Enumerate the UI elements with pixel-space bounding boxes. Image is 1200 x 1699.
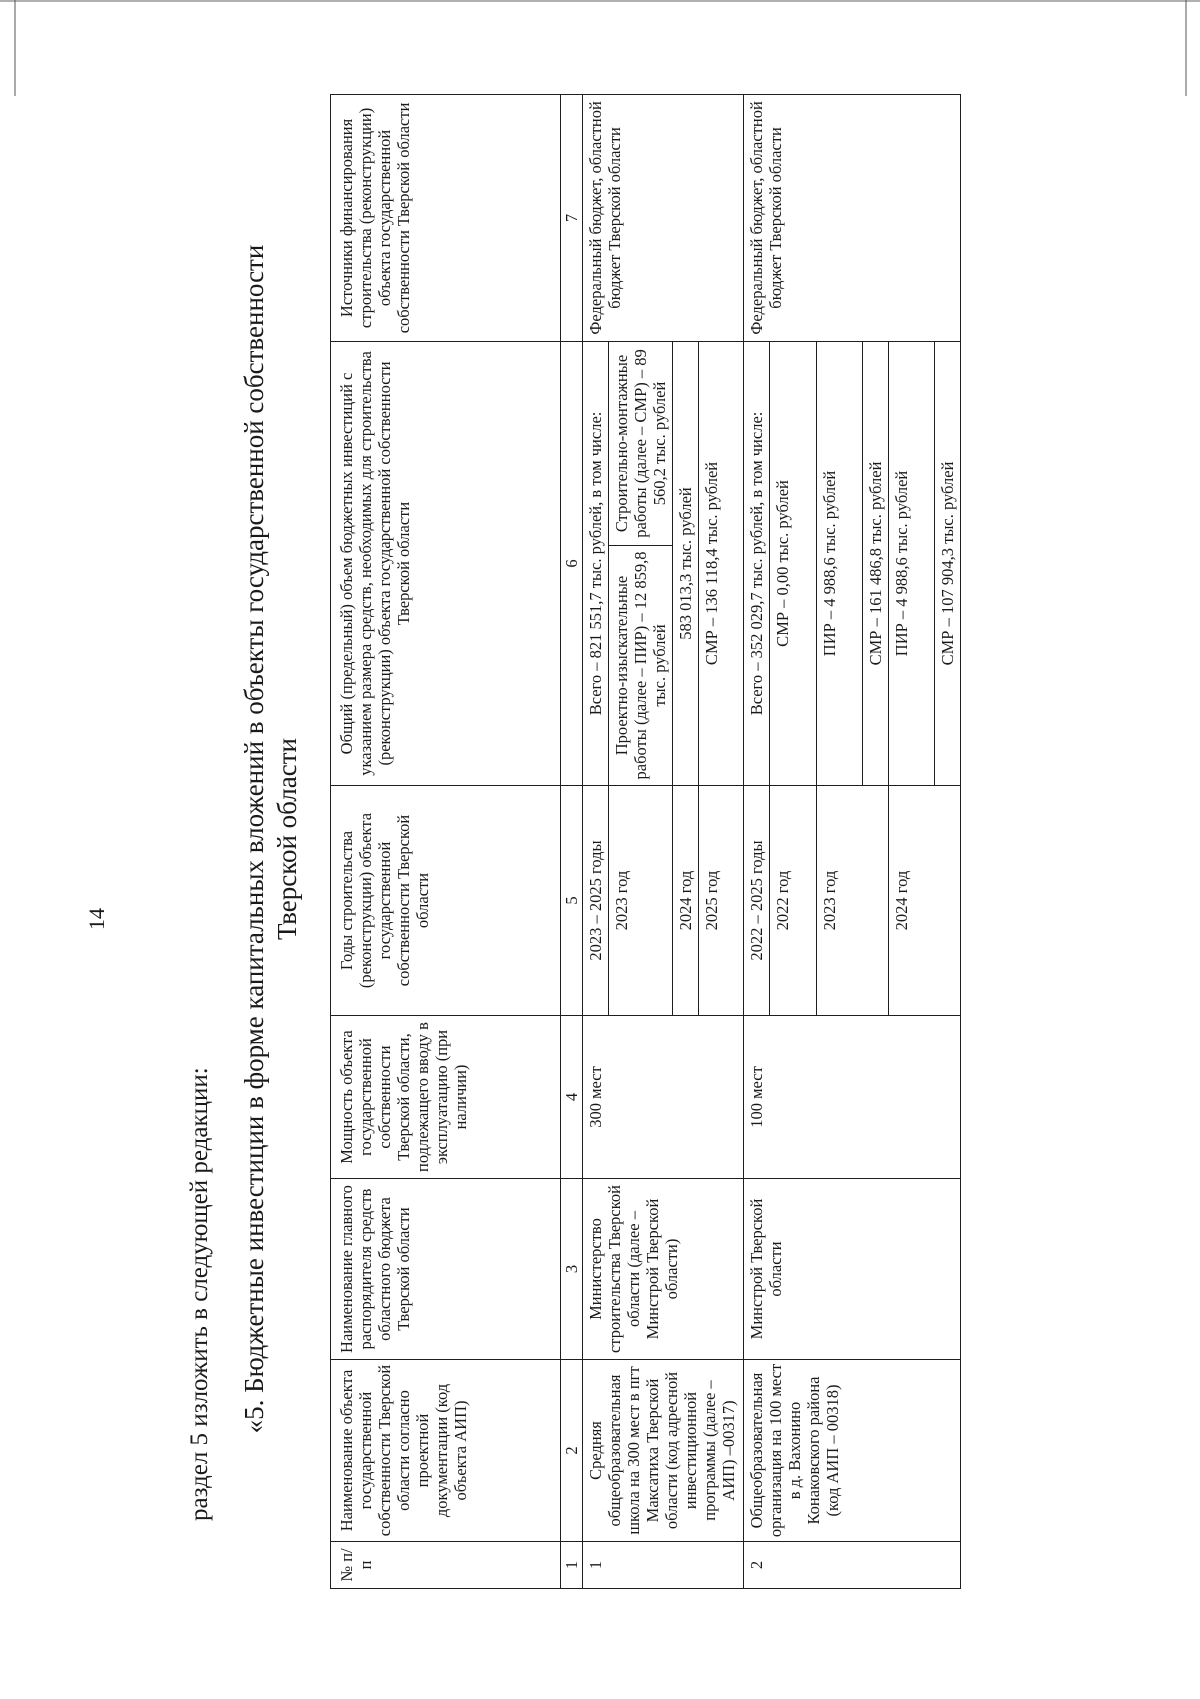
table-header-row [331, 94, 561, 1588]
header-cell-volume: Общий (предельный) объем бюджетных инвестиций с указанием размера средств, необходимых для строительства (реконструкции) объекта государственной собственности Тверской области [331, 341, 561, 785]
volume-2025: СМР – 136 118,4 тыс. рублей [699, 341, 744, 785]
header-cell-capacity: Мощность объекта государственной собственности Тверской области, подлежащего вводу в эксплуатацию (при наличии) [331, 1016, 561, 1179]
header-cell-object-name: Наименование объекта государственной собственности Тверской области согласно проектной документации (код объекта АИП) [331, 1360, 561, 1542]
object-name: Средняя общеобразовательная школа на 300 мест в пгт Максатиха Тверской области (код адресной инвестиционной программы (далее – АИП) –00317) [583, 1360, 744, 1542]
year: 2024 год [889, 786, 961, 1016]
manager-name: Минстрой Тверской области [744, 1179, 961, 1360]
section-heading-line-2: Тверской области [272, 738, 302, 940]
volume-2022: СМР – 0,00 тыс. рублей [770, 341, 817, 785]
column-number: 7 [561, 94, 583, 341]
table-row [583, 94, 609, 1588]
header-cell-sources: Источники финансирования строительства (реконструкции) объекта государственной собственности Тверской области [331, 94, 561, 341]
investment-table [330, 94, 961, 1589]
funding-sources: Федеральный бюджет, областной бюджет Тверской области [583, 94, 744, 341]
header-cell-manager: Наименование главного распорядителя средств областного бюджета Тверской области [331, 1179, 561, 1360]
table-row [744, 94, 770, 1588]
intro-text: раздел 5 изложить в следующей редакции: [186, 1067, 213, 1521]
volume-2024-smr: СМР – 107 904,3 тыс. рублей [935, 341, 961, 785]
object-name: Общеобразовательная организация на 100 мест в д. Вахонино Конаковского района (код АИП – 00318) [744, 1360, 961, 1542]
year: 2023 год [817, 786, 889, 1016]
manager-name: Министерство строительства Тверской области (далее – Минстрой Тверской области) [583, 1179, 744, 1360]
column-number: 1 [561, 1542, 583, 1589]
row-number: 1 [583, 1542, 744, 1589]
row-number: 2 [744, 1542, 961, 1589]
year: 2024 год [673, 786, 699, 1016]
page-number: 14 [84, 908, 109, 930]
volume-smr: Строительно-монтажные работы (далее – СМР) – 89 560,2 тыс. рублей [609, 341, 673, 545]
volume-2023-pir: ПИР – 4 988,6 тыс. рублей [817, 341, 863, 785]
column-number: 6 [561, 341, 583, 785]
years-total: 2023 – 2025 годы [583, 786, 609, 1016]
volume-2024-pir: ПИР – 4 988,6 тыс. рублей [889, 341, 935, 785]
header-cell-years: Годы строительства (реконструкции) объекта государственной собственности Тверской области [331, 786, 561, 1016]
column-number: 5 [561, 786, 583, 1016]
volume-2023-smr: СМР – 161 486,8 тыс. рублей [863, 341, 889, 785]
volume-2024: 583 013,3 тыс. рублей [673, 341, 699, 785]
capacity: 300 мест [583, 1016, 744, 1179]
volume-pir: Проектно-изыскательные работы (далее – ПИР) – 12 859,8 тыс. рублей [609, 546, 673, 786]
column-number: 3 [561, 1179, 583, 1360]
column-number-row [561, 94, 583, 1588]
column-number: 2 [561, 1360, 583, 1542]
years-total: 2022 – 2025 годы [744, 786, 770, 1016]
year: 2022 год [770, 786, 817, 1016]
volume-total: Всего – 821 551,7 тыс. рублей, в том числе: [583, 341, 609, 785]
section-heading [238, 99, 304, 1579]
header-cell-num: № п/п [331, 1542, 561, 1589]
funding-sources: Федеральный бюджет, областной бюджет Тверской области [744, 94, 961, 341]
capacity: 100 мест [744, 1016, 961, 1179]
volume-total: Всего – 352 029,7 тыс. рублей, в том числе: [744, 341, 770, 785]
year: 2023 год [609, 786, 673, 1016]
year: 2025 год [699, 786, 744, 1016]
column-number: 4 [561, 1016, 583, 1179]
section-heading-line-1: «5. Бюджетные инвестиции в форме капитальных вложений в объекты государственной собственности [239, 244, 269, 1434]
